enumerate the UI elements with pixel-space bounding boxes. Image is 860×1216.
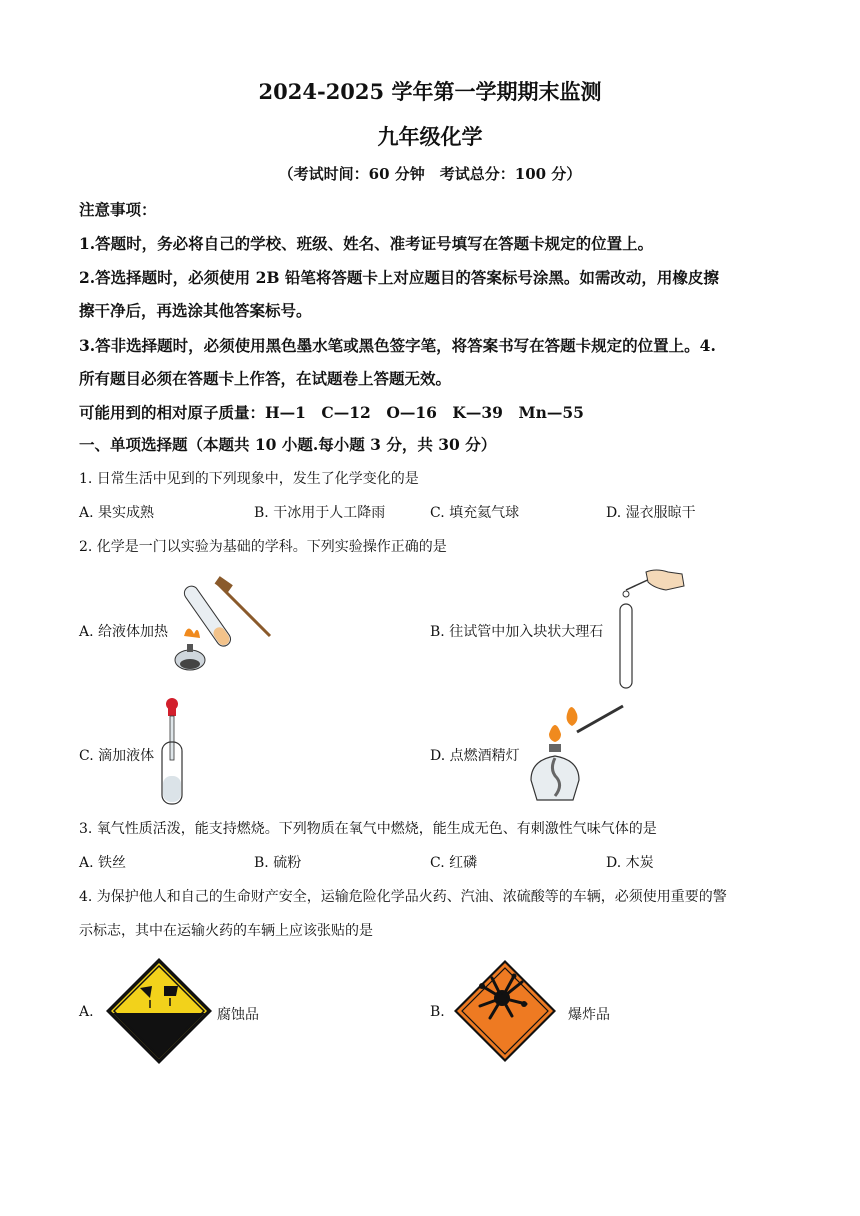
question-4-option-b-prefix: B.: [430, 1004, 445, 1020]
question-3-stem: 3. 氧气性质活泼，能支持燃烧。下列物质在氧气中燃烧，能生成无色、有刺激性气味气体的是: [79, 821, 657, 837]
question-3-option-a: A. 铁丝: [79, 855, 127, 871]
question-2-option-d: D. 点燃酒精灯: [430, 748, 520, 764]
explosive-sign-icon: [452, 958, 558, 1064]
question-3-option-b: B. 硫粉: [254, 855, 302, 871]
question-1-option-b: B. 干冰用于人工降雨: [254, 505, 386, 521]
question-2-option-b: B. 往试管中加入块状大理石: [430, 624, 604, 640]
corrosive-sign-icon: [104, 956, 214, 1066]
question-1-option-d: D. 湿衣服晾干: [606, 505, 696, 521]
question-2-option-c: C. 滴加液体: [79, 748, 155, 764]
marble-test-tube-illustration: [612, 568, 692, 692]
dropper-illustration: [152, 696, 192, 808]
notes-line-3a: 3.答非选择题时，必须使用黑色墨水笔或黑色签字笔，将答案书写在答题卡规定的位置上。4.: [79, 336, 716, 355]
exam-subtitle: 九年级化学: [377, 124, 483, 149]
section-heading: 一、单项选择题（本题共 10 小题.每小题 3 分，共 30 分）: [79, 435, 497, 454]
question-1-option-a: A. 果实成熟: [79, 505, 155, 521]
question-3-option-c: C. 红磷: [430, 855, 478, 871]
question-4-option-a-prefix: A.: [79, 1004, 94, 1020]
question-2-option-a: A. 给液体加热: [79, 624, 169, 640]
question-3-option-d: D. 木炭: [606, 855, 654, 871]
exam-title: 2024-2025 学年第一学期期末监测: [258, 79, 602, 104]
question-1-stem: 1. 日常生活中见到的下列现象中，发生了化学变化的是: [79, 471, 419, 487]
question-2-stem: 2. 化学是一门以实验为基础的学科。下列实验操作正确的是: [79, 539, 447, 555]
notes-line-3b: 所有题目必须在答题卡上作答，在试题卷上答题无效。: [79, 369, 452, 388]
question-4-stem-line-2: 示标志，其中在运输火药的车辆上应该张贴的是: [79, 923, 373, 939]
alcohol-lamp-illustration: [527, 700, 627, 804]
notes-line-1: 1.答题时，务必将自己的学校、班级、姓名、准考证号填写在答题卡规定的位置上。: [79, 234, 654, 253]
notes-line-2a: 2.答选择题时，必须使用 2B 铅笔将答题卡上对应题目的答案标号涂黑。如需改动，用橡皮擦: [79, 268, 719, 287]
notes-line-2b: 擦干净后，再选涂其他答案标号。: [79, 301, 312, 320]
heating-liquid-illustration: [170, 578, 275, 680]
question-4-stem-line-1: 4. 为保护他人和自己的生命财产安全，运输危险化学品火药、汽油、浓硫酸等的车辆，必须使用重要的警: [79, 889, 727, 905]
notes-heading: 注意事项：: [79, 200, 157, 219]
exam-info: （考试时间：60 分钟 考试总分：100 分）: [278, 165, 582, 183]
question-4-option-b-label: 爆炸品: [568, 1007, 610, 1023]
question-4-option-a-label: 腐蚀品: [217, 1007, 259, 1023]
atomic-mass-line: 可能用到的相对原子质量：H—1 C—12 O—16 K—39 Mn—55: [79, 403, 584, 422]
question-1-option-c: C. 填充氦气球: [430, 505, 520, 521]
